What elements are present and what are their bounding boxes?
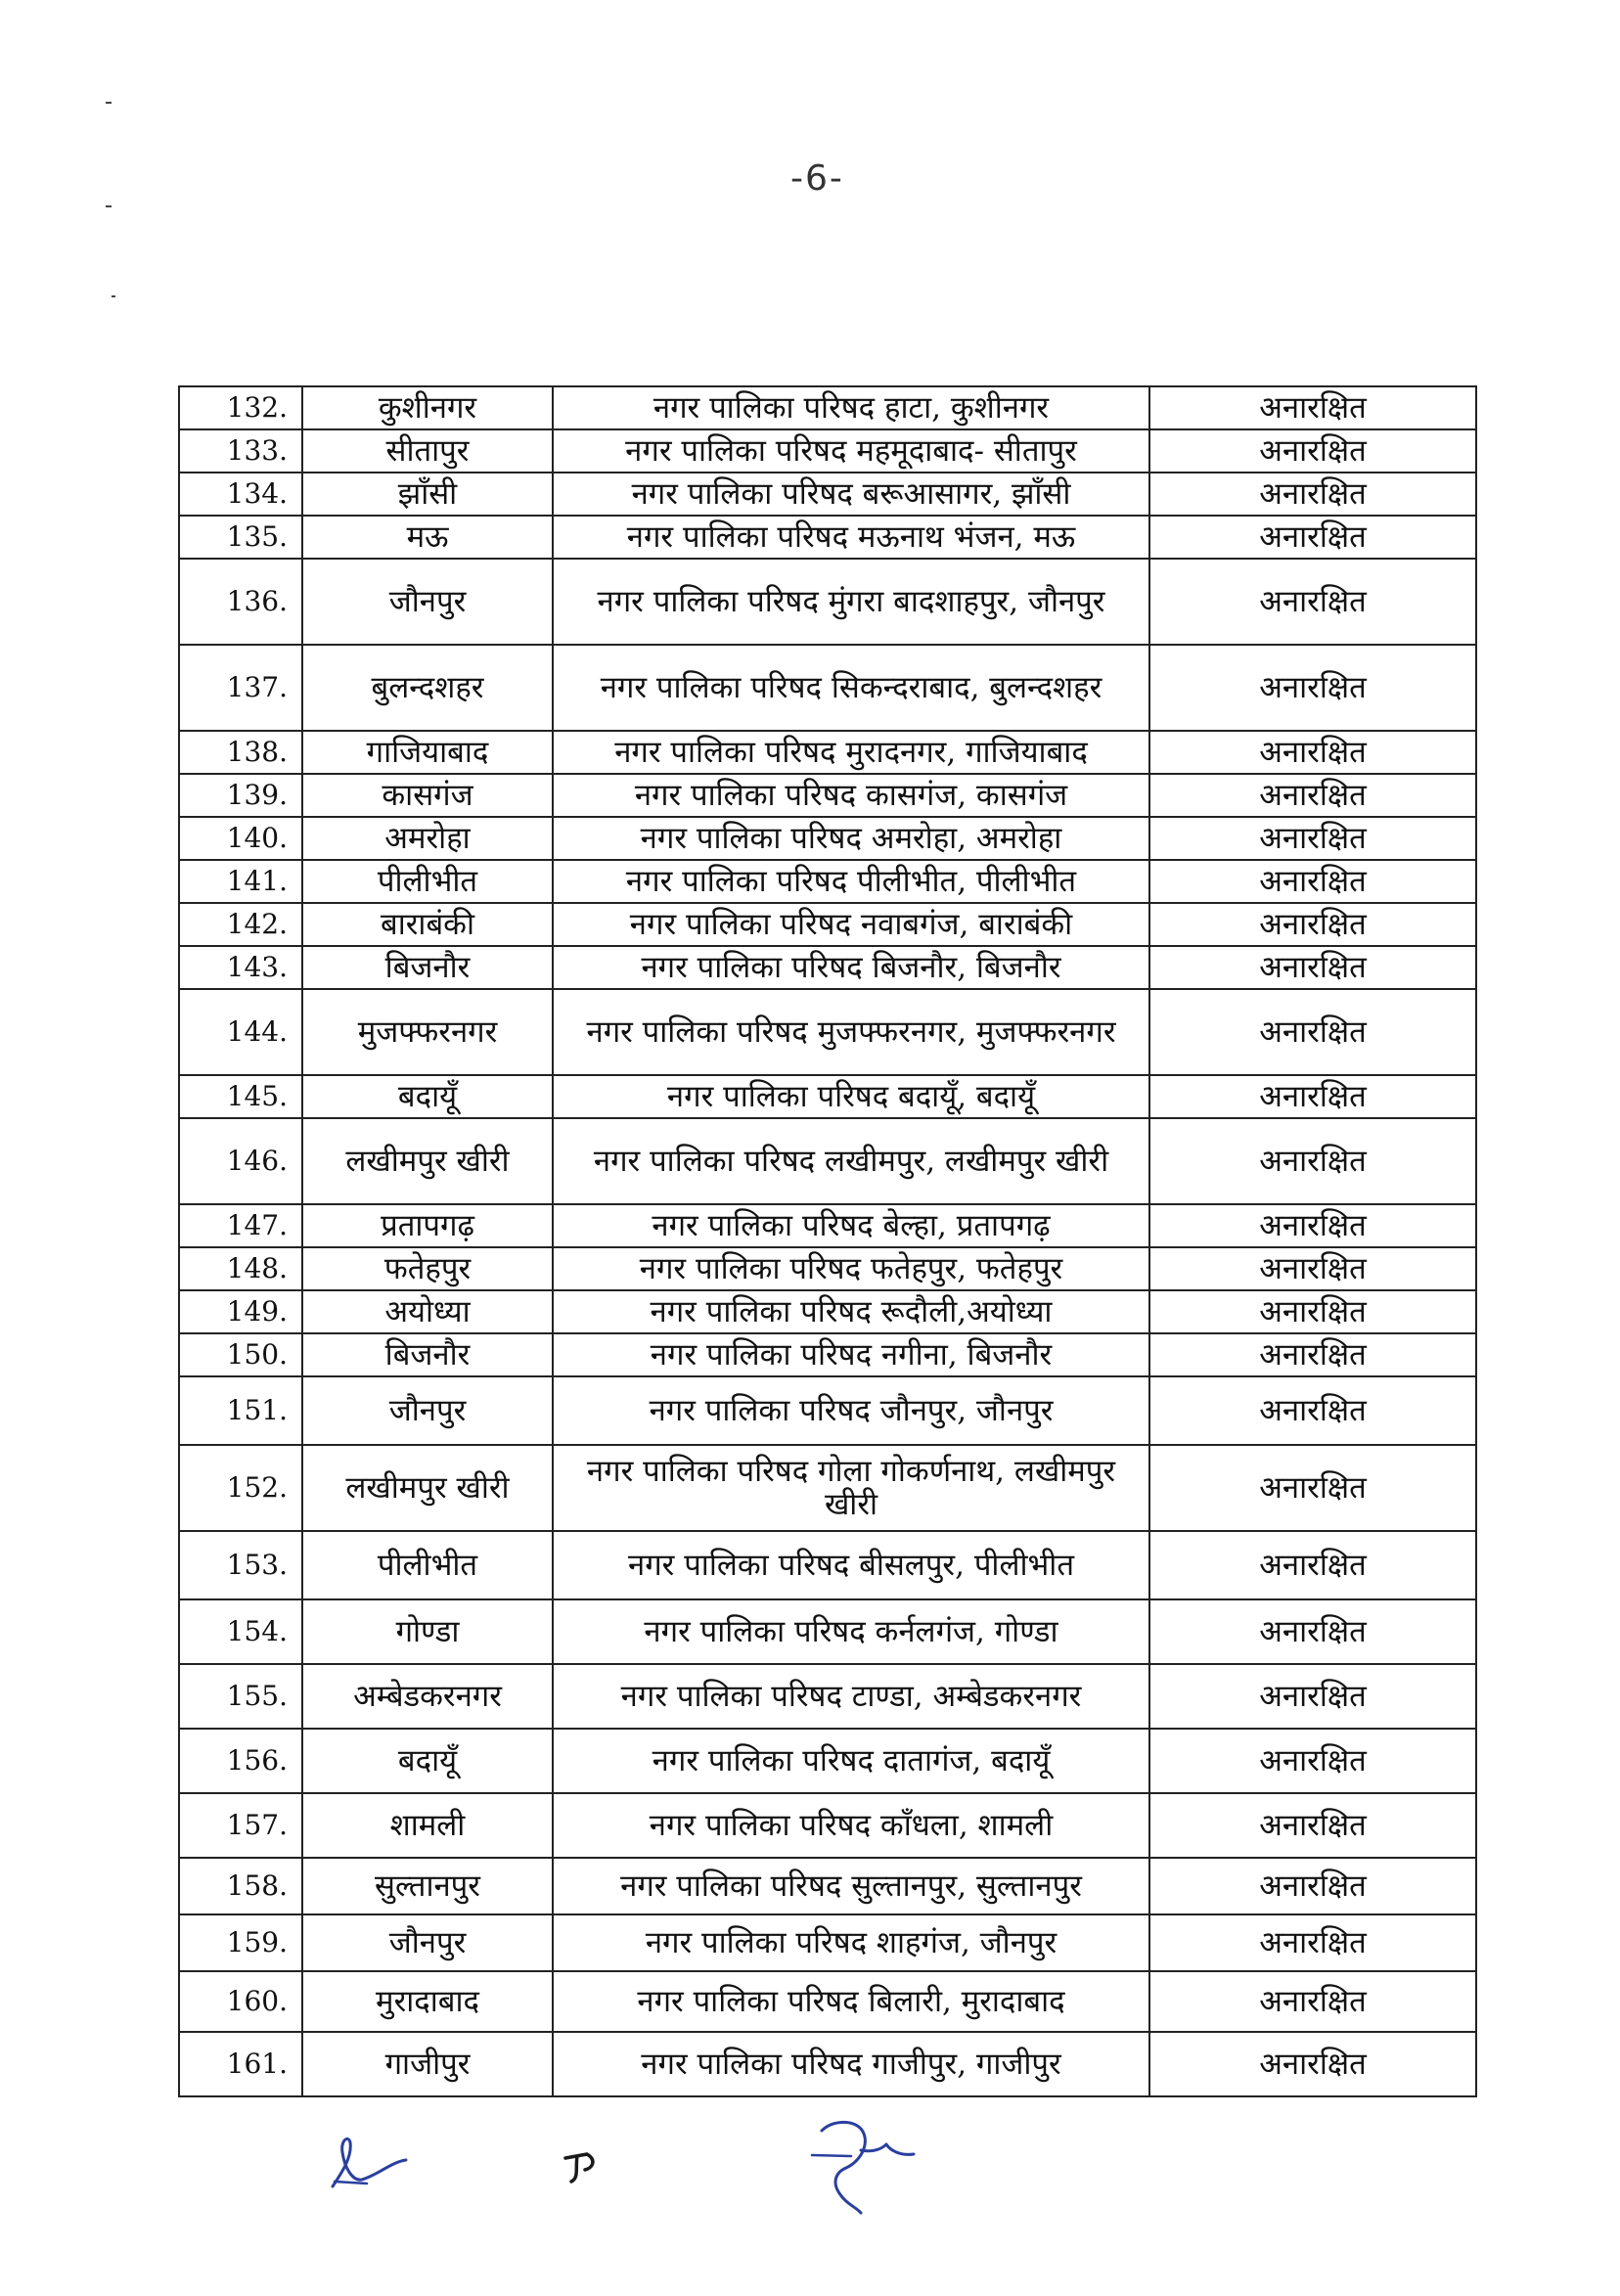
district-cell: बिजनौर xyxy=(302,1333,553,1376)
serial-number-cell: 132. xyxy=(179,386,302,429)
district-cell: मऊ xyxy=(302,516,553,559)
serial-number-cell: 140. xyxy=(179,817,302,860)
table-row xyxy=(179,860,1476,903)
municipal-body-cell: नगर पालिका परिषद बिलारी, मुरादाबाद xyxy=(553,1971,1149,2032)
reservation-category-cell: अनारक्षित xyxy=(1149,1075,1476,1118)
district-cell: गोण्डा xyxy=(302,1599,553,1664)
table-row xyxy=(179,903,1476,946)
serial-number-cell: 148. xyxy=(179,1247,302,1290)
district-cell: अमरोहा xyxy=(302,817,553,860)
table-row xyxy=(179,1599,1476,1664)
margin-mark xyxy=(106,205,112,207)
municipal-body-cell: नगर पालिका परिषद नवाबगंज, बाराबंकी xyxy=(553,903,1149,946)
table-row xyxy=(179,1914,1476,1971)
district-cell: सुल्तानपुर xyxy=(302,1858,553,1914)
district-cell: गाजियाबाद xyxy=(302,731,553,774)
municipal-body-cell: नगर पालिका परिषद काँधला, शामली xyxy=(553,1793,1149,1858)
municipal-body-cell: नगर पालिका परिषद शाहगंज, जौनपुर xyxy=(553,1914,1149,1971)
reservation-category-cell: अनारक्षित xyxy=(1149,645,1476,731)
reservation-category-cell: अनारक्षित xyxy=(1149,1531,1476,1599)
municipal-body-cell: नगर पालिका परिषद महमूदाबाद- सीतापुर xyxy=(553,429,1149,473)
margin-mark xyxy=(106,102,112,104)
reservation-category-cell: अनारक्षित xyxy=(1149,731,1476,774)
serial-number-cell: 143. xyxy=(179,946,302,989)
table-row xyxy=(179,429,1476,473)
table-row xyxy=(179,559,1476,645)
municipal-body-cell: नगर पालिका परिषद बेल्हा, प्रतापगढ़ xyxy=(553,1204,1149,1247)
serial-number-cell: 160. xyxy=(179,1971,302,2032)
municipal-body-cell: नगर पालिका परिषद जौनपुर, जौनपुर xyxy=(553,1376,1149,1445)
table-row xyxy=(179,1858,1476,1914)
serial-number-cell: 135. xyxy=(179,516,302,559)
reservation-category-cell: अनारक्षित xyxy=(1149,1793,1476,1858)
district-cell: जौनपुर xyxy=(302,1376,553,1445)
table-row xyxy=(179,1664,1476,1729)
serial-number-cell: 151. xyxy=(179,1376,302,1445)
serial-number-cell: 152. xyxy=(179,1445,302,1531)
municipal-body-cell: नगर पालिका परिषद मुजफ्फरनगर, मुजफ्फरनगर xyxy=(553,989,1149,1075)
serial-number-cell: 149. xyxy=(179,1290,302,1333)
table-row xyxy=(179,1118,1476,1204)
municipal-body-cell: नगर पालिका परिषद सुल्तानपुर, सुल्तानपुर xyxy=(553,1858,1149,1914)
serial-number-cell: 157. xyxy=(179,1793,302,1858)
district-cell: प्रतापगढ़ xyxy=(302,1204,553,1247)
district-cell: मुरादाबाद xyxy=(302,1971,553,2032)
reservation-category-cell: अनारक्षित xyxy=(1149,1247,1476,1290)
municipal-body-cell: नगर पालिका परिषद लखीमपुर, लखीमपुर खीरी xyxy=(553,1118,1149,1204)
serial-number-cell: 161. xyxy=(179,2032,302,2096)
table-row xyxy=(179,1531,1476,1599)
district-cell: झाँसी xyxy=(302,473,553,516)
municipal-body-cell: नगर पालिका परिषद रूदौली,अयोध्या xyxy=(553,1290,1149,1333)
municipal-body-cell: नगर पालिका परिषद गाजीपुर, गाजीपुर xyxy=(553,2032,1149,2096)
serial-number-cell: 136. xyxy=(179,559,302,645)
serial-number-cell: 146. xyxy=(179,1118,302,1204)
municipal-body-cell: नगर पालिका परिषद मुरादनगर, गाजियाबाद xyxy=(553,731,1149,774)
signature-3 xyxy=(792,2111,929,2219)
serial-number-cell: 141. xyxy=(179,860,302,903)
table-row xyxy=(179,774,1476,817)
table-row xyxy=(179,1376,1476,1445)
serial-number-cell: 156. xyxy=(179,1729,302,1793)
municipal-body-cell: नगर पालिका परिषद बरूआसागर, झाँसी xyxy=(553,473,1149,516)
district-cell: बाराबंकी xyxy=(302,903,553,946)
serial-number-cell: 159. xyxy=(179,1914,302,1971)
municipal-body-cell: नगर पालिका परिषद मुंगरा बादशाहपुर, जौनपुर xyxy=(553,559,1149,645)
page-number: -6- xyxy=(790,158,844,199)
reservation-category-cell: अनारक्षित xyxy=(1149,386,1476,429)
table-row xyxy=(179,1729,1476,1793)
municipal-body-cell: नगर पालिका परिषद कर्नलगंज, गोण्डा xyxy=(553,1599,1149,1664)
serial-number-cell: 134. xyxy=(179,473,302,516)
reservation-category-cell: अनारक्षित xyxy=(1149,989,1476,1075)
table-row xyxy=(179,516,1476,559)
table-row xyxy=(179,1333,1476,1376)
municipal-body-cell: नगर पालिका परिषद बदायूँ, बदायूँ xyxy=(553,1075,1149,1118)
reservation-category-cell: अनारक्षित xyxy=(1149,429,1476,473)
reservation-category-cell: अनारक्षित xyxy=(1149,1664,1476,1729)
municipal-body-cell: नगर पालिका परिषद गोला गोकर्णनाथ, लखीमपुर खीरी xyxy=(553,1445,1149,1531)
district-cell: जौनपुर xyxy=(302,559,553,645)
serial-number-cell: 155. xyxy=(179,1664,302,1729)
serial-number-cell: 133. xyxy=(179,429,302,473)
reservation-category-cell: अनारक्षित xyxy=(1149,1914,1476,1971)
serial-number-cell: 147. xyxy=(179,1204,302,1247)
serial-number-cell: 145. xyxy=(179,1075,302,1118)
district-cell: अम्बेडकरनगर xyxy=(302,1664,553,1729)
district-cell: शामली xyxy=(302,1793,553,1858)
district-cell: जौनपुर xyxy=(302,1914,553,1971)
serial-number-cell: 150. xyxy=(179,1333,302,1376)
municipal-body-cell: नगर पालिका परिषद दातागंज, बदायूँ xyxy=(553,1729,1149,1793)
municipal-body-cell: नगर पालिका परिषद कासगंज, कासगंज xyxy=(553,774,1149,817)
serial-number-cell: 139. xyxy=(179,774,302,817)
reservation-category-cell: अनारक्षित xyxy=(1149,946,1476,989)
reservation-category-cell: अनारक्षित xyxy=(1149,860,1476,903)
municipal-body-cell: नगर पालिका परिषद फतेहपुर, फतेहपुर xyxy=(553,1247,1149,1290)
table-row xyxy=(179,645,1476,731)
table-row xyxy=(179,989,1476,1075)
district-cell: कुशीनगर xyxy=(302,386,553,429)
signature-2 xyxy=(558,2138,626,2187)
reservation-category-cell: अनारक्षित xyxy=(1149,903,1476,946)
table-row xyxy=(179,1247,1476,1290)
serial-number-cell: 138. xyxy=(179,731,302,774)
reservation-category-cell: अनारक्षित xyxy=(1149,1729,1476,1793)
table-row xyxy=(179,2032,1476,2096)
reservation-category-cell: अनारक्षित xyxy=(1149,1971,1476,2032)
district-cell: लखीमपुर खीरी xyxy=(302,1445,553,1531)
table-row xyxy=(179,946,1476,989)
serial-number-cell: 144. xyxy=(179,989,302,1075)
district-cell: बदायूँ xyxy=(302,1729,553,1793)
table-row xyxy=(179,1075,1476,1118)
district-cell: पीलीभीत xyxy=(302,860,553,903)
table-row xyxy=(179,386,1476,429)
district-cell: फतेहपुर xyxy=(302,1247,553,1290)
table-row xyxy=(179,1793,1476,1858)
reservation-category-cell: अनारक्षित xyxy=(1149,559,1476,645)
district-cell: बदायूँ xyxy=(302,1075,553,1118)
serial-number-cell: 154. xyxy=(179,1599,302,1664)
reservation-category-cell: अनारक्षित xyxy=(1149,1376,1476,1445)
serial-number-cell: 137. xyxy=(179,645,302,731)
municipal-body-cell: नगर पालिका परिषद टाण्डा, अम्बेडकरनगर xyxy=(553,1664,1149,1729)
reservation-category-cell: अनारक्षित xyxy=(1149,2032,1476,2096)
table-row xyxy=(179,1445,1476,1531)
district-cell: बिजनौर xyxy=(302,946,553,989)
district-cell: बुलन्दशहर xyxy=(302,645,553,731)
reservation-category-cell: अनारक्षित xyxy=(1149,1599,1476,1664)
municipal-body-cell: नगर पालिका परिषद नगीना, बिजनौर xyxy=(553,1333,1149,1376)
reservation-category-cell: अनारक्षित xyxy=(1149,1290,1476,1333)
table-row xyxy=(179,1204,1476,1247)
municipal-body-cell: नगर पालिका परिषद सिकन्दराबाद, बुलन्दशहर xyxy=(553,645,1149,731)
municipal-body-cell: नगर पालिका परिषद मऊनाथ भंजन, मऊ xyxy=(553,516,1149,559)
serial-number-cell: 158. xyxy=(179,1858,302,1914)
municipal-body-cell: नगर पालिका परिषद अमरोहा, अमरोहा xyxy=(553,817,1149,860)
reservation-category-cell: अनारक्षित xyxy=(1149,1333,1476,1376)
margin-mark xyxy=(112,295,115,297)
district-cell: पीलीभीत xyxy=(302,1531,553,1599)
reservation-category-cell: अनारक्षित xyxy=(1149,817,1476,860)
reservation-category-cell: अनारक्षित xyxy=(1149,516,1476,559)
municipal-body-cell: नगर पालिका परिषद बिजनौर, बिजनौर xyxy=(553,946,1149,989)
serial-number-cell: 153. xyxy=(179,1531,302,1599)
table-row xyxy=(179,1290,1476,1333)
reservation-category-cell: अनारक्षित xyxy=(1149,774,1476,817)
district-cell: सीतापुर xyxy=(302,429,553,473)
district-cell: मुजफ्फरनगर xyxy=(302,989,553,1075)
district-cell: गाजीपुर xyxy=(302,2032,553,2096)
table-row xyxy=(179,1971,1476,2032)
district-cell: कासगंज xyxy=(302,774,553,817)
reservation-category-cell: अनारक्षित xyxy=(1149,1858,1476,1914)
district-cell: लखीमपुर खीरी xyxy=(302,1118,553,1204)
municipal-body-cell: नगर पालिका परिषद हाटा, कुशीनगर xyxy=(553,386,1149,429)
municipal-body-cell: नगर पालिका परिषद बीसलपुर, पीलीभीत xyxy=(553,1531,1149,1599)
municipal-council-table xyxy=(178,385,1477,2097)
serial-number-cell: 142. xyxy=(179,903,302,946)
table-row xyxy=(179,817,1476,860)
reservation-category-cell: अनारक्षित xyxy=(1149,473,1476,516)
table-row xyxy=(179,473,1476,516)
district-cell: अयोध्या xyxy=(302,1290,553,1333)
reservation-category-cell: अनारक्षित xyxy=(1149,1118,1476,1204)
municipal-body-cell: नगर पालिका परिषद पीलीभीत, पीलीभीत xyxy=(553,860,1149,903)
table-row xyxy=(179,731,1476,774)
reservation-category-cell: अनारक्षित xyxy=(1149,1445,1476,1531)
signature-1 xyxy=(323,2133,430,2201)
reservation-category-cell: अनारक्षित xyxy=(1149,1204,1476,1247)
